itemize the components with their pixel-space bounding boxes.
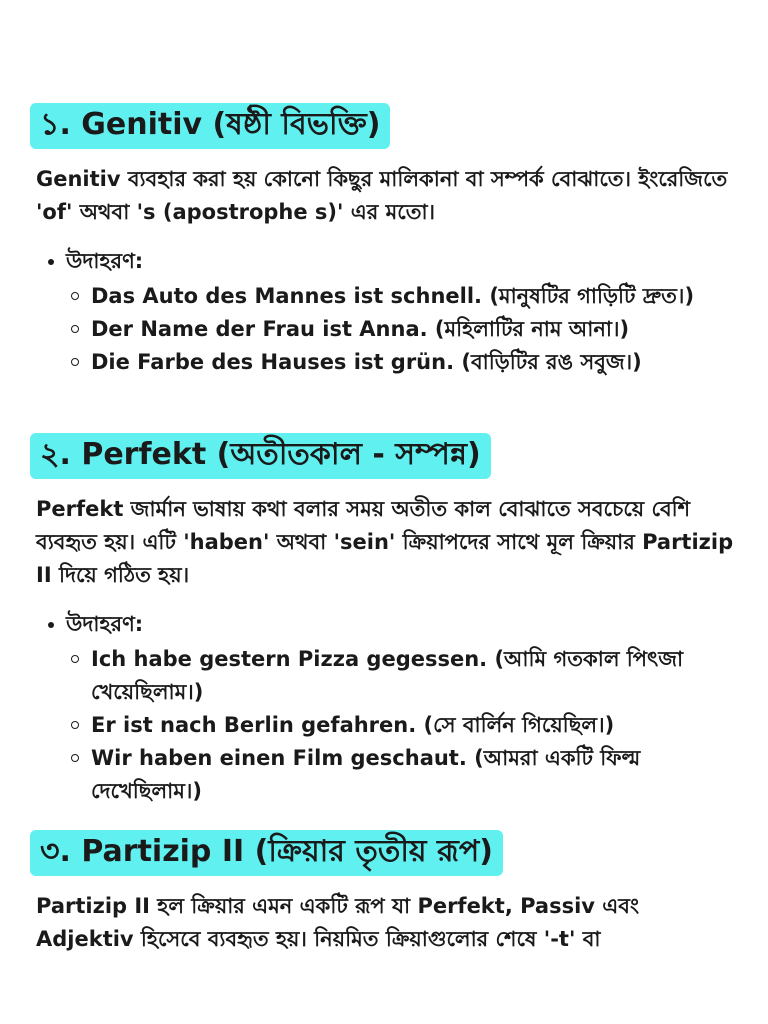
section-perfekt — [0, 433, 768, 808]
section-partizip — [0, 830, 768, 956]
section-genitiv — [0, 103, 768, 379]
examples-label: উদাহরণ: — [66, 245, 768, 278]
example-item: Er ist nach Berlin gefahren. (সে বার্লিন গিয়েছিল।) — [91, 709, 711, 742]
section-paragraph: Partizip II হল ক্রিয়ার এমন একটি রূপ যা Perfekt, Passiv এবং Adjektiv হিসেবে ব্যবহৃত হয়। নিয়মিত ক্রিয়াগুলোর শেষে '-t' বা — [36, 894, 640, 951]
section-heading: ২. Perfekt (অতীতকাল - সম্পন্ন) — [30, 433, 491, 479]
example-item: Das Auto des Mannes ist schnell. (মানুষটির গাড়িটি দ্রুত।) — [91, 280, 711, 313]
examples-list — [0, 280, 768, 379]
examples-label: উদাহরণ: — [66, 608, 768, 641]
example-item: Der Name der Frau ist Anna. (মহিলাটির নাম আনা।) — [91, 313, 711, 346]
example-item: Die Farbe des Hauses ist grün. (বাড়িটির রঙ সবুজ।) — [91, 346, 711, 379]
section-paragraph: Genitiv ব্যবহার করা হয় কোনো কিছুর মালিকানা বা সম্পর্ক বোঝাতে। ইংরেজিতে 'of' অথবা 's (apostrophe s)' এর মতো। — [36, 167, 728, 224]
section-paragraph: Perfekt জার্মান ভাষায় কথা বলার সময় অতীত কাল বোঝাতে সবচেয়ে বেশি ব্যবহৃত হয়। এটি 'haben' অথবা 'sein' ক্রিয়াপদের সাথে মূল ক্রিয়ার Partizip II দিয়ে গঠিত হয়। — [36, 497, 734, 587]
example-item: Wir haben einen Film geschaut. (আমরা একটি ফিল্ম দেখেছিলাম।) — [91, 742, 711, 808]
examples-list — [0, 643, 768, 808]
section-heading: ৩. Partizip II (ক্রিয়ার তৃতীয় রূপ) — [30, 830, 503, 876]
section-heading: ১. Genitiv (ষষ্ঠী বিভক্তি) — [30, 103, 390, 149]
example-item: Ich habe gestern Pizza gegessen. (আমি গতকাল পিৎজা খেয়েছিলাম।) — [91, 643, 711, 709]
